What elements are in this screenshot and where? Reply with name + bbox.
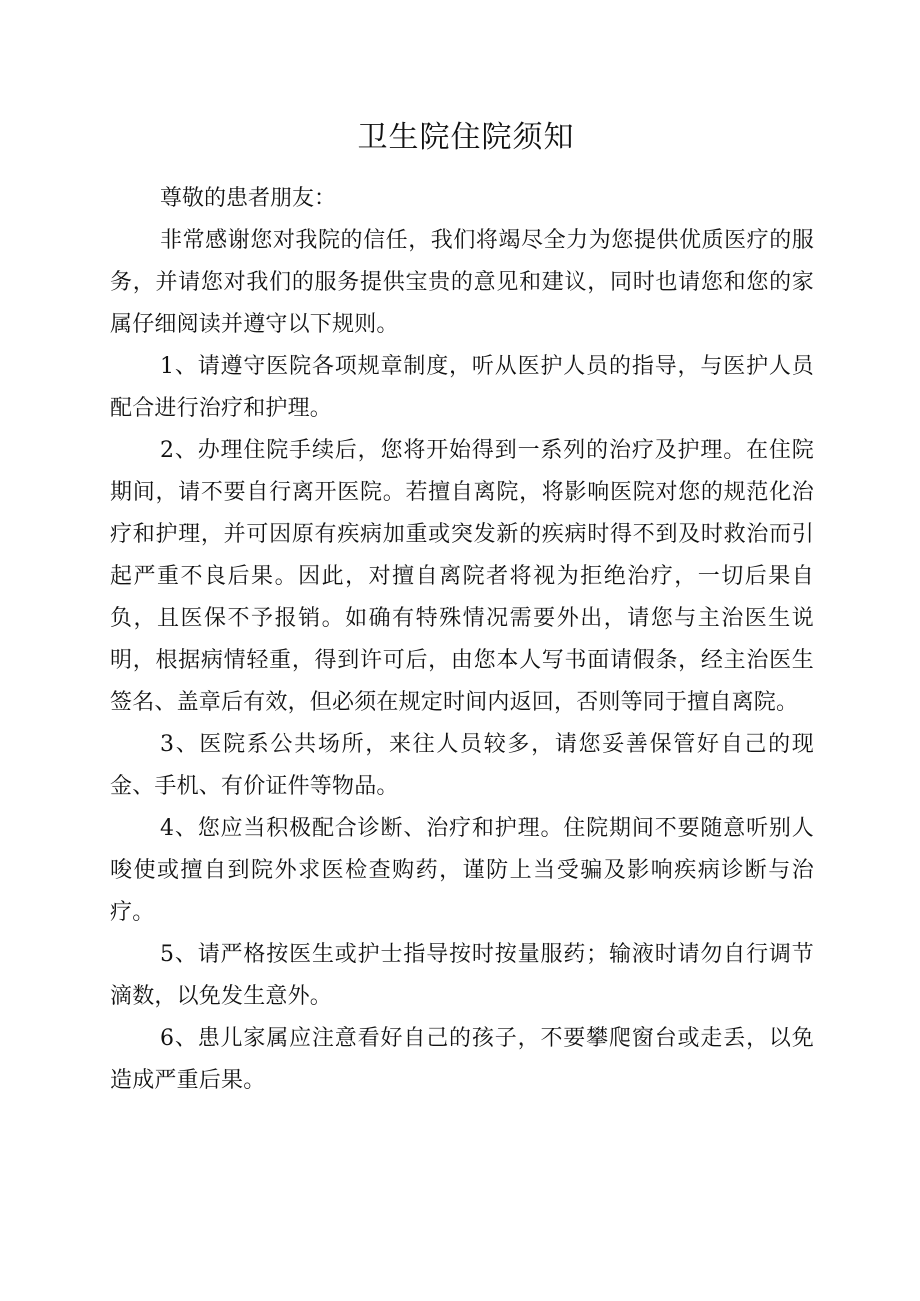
rule-6: 6、患儿家属应注意看好自己的孩子，不要攀爬窗台或走丢，以免造成严重后果。 — [110, 1026, 814, 1093]
greeting: 尊敬的患者朋友： — [160, 186, 337, 211]
rule-5: 5、请严格按医生或护士指导按时按量服药；输液时请勿自行调节滴数，以免发生意外。 — [110, 942, 814, 1009]
intro-paragraph: 非常感谢您对我院的信任，我们将竭尽全力为您提供优质医疗的服务，并请您对我们的服务提供宝贵的意见和建议，同时也请您和您的家属仔细阅读并遵守以下规则。 — [110, 228, 814, 337]
rule-3: 3、医院系公共场所，来往人员较多，请您妥善保管好自己的现金、手机、有价证件等物品。 — [110, 732, 814, 799]
page-title: 卫生院住院须知 — [357, 120, 575, 155]
rule-4: 4、您应当积极配合诊断、治疗和护理。住院期间不要随意听别人唆使或擅自到院外求医检查购药，谨防上当受骗及影响疾病诊断与治疗。 — [110, 816, 814, 925]
rule-2: 2、办理住院手续后，您将开始得到一系列的治疗及护理。在住院期间，请不要自行离开医院。若擅自离院，将影响医院对您的规范化治疗和护理，并可因原有疾病加重或突发新的疾病时得不到及时救治而引起严重不良后果。因此，对擅自离院者将视为拒绝治疗，一切后果自负，且医保不予报销。如确有特殊情况需要外出，请您与主治医生说明，根据病情轻重，得到许可后，由您本人写书面请假条，经主治医生签名、盖章后有效，但必须在规定时间内返回，否则等同于擅自离院。 — [110, 438, 814, 715]
rule-1: 1、请遵守医院各项规章制度，听从医护人员的指导，与医护人员配合进行治疗和护理。 — [110, 354, 814, 421]
document-page — [110, 116, 814, 1102]
